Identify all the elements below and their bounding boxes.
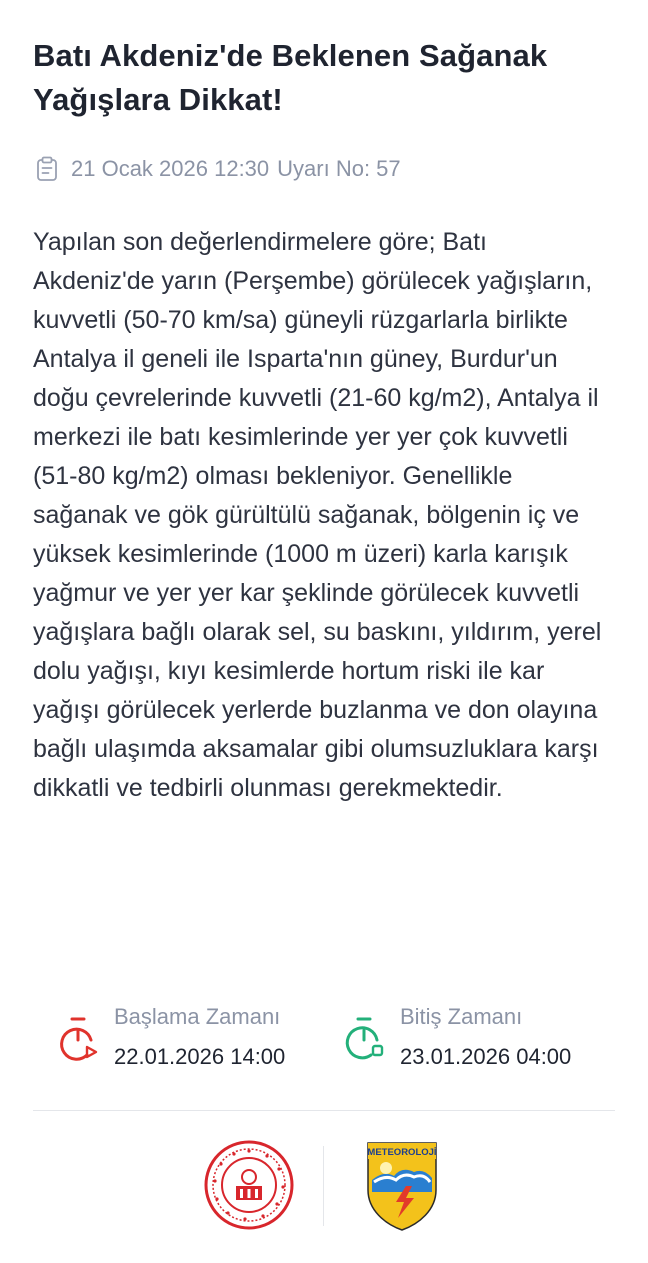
meteoroloji-logo-text: METEOROLOJİ (367, 1147, 437, 1158)
meteoroloji-logo (364, 1140, 440, 1232)
ministry-seal-logo (204, 1140, 294, 1230)
end-time-value: 23.01.2026 04:00 (400, 1044, 572, 1069)
clipboard-icon (33, 155, 61, 183)
section-divider (33, 1110, 615, 1111)
timer-start-icon (58, 1016, 100, 1062)
end-time-label: Bitiş Zamanı (400, 1004, 523, 1029)
warning-body: Yapılan son değerlendirmelere göre; Batı Akdeniz'de yarın (Perşembe) görülecek yağışların, kuvvetli (50-70 km/sa) güneyli rüzgarlarla birlikte Antalya il geneli ile Isparta'nın güney, Burdur'un doğu çevrelerinde kuvvetli (21-60 kg/m2), Antalya il merkezi ile batı kesimlerinde yer yer çok kuvvetli (51-80 kg/m2) olması bekleniyor. Genellikle sağanak ve gök gürültülü sağanak, bölgenin iç ve yüksek kesimlerinde (1000 m üzeri) karla karışık yağmur ve yer yer kar şeklinde görülecek kuvvetli yağışlara bağlı olarak sel, su baskını, yıldırım, yerel dolu yağışı, kıyı kesimlerde hortum riski ile kar yağışı görülecek yerlerde buzlanma ve don olayına bağlı ulaşımda aksamalar gibi olumsuzluklara karşı dikkatli ve tedbirli olunması gerekmektedir. (33, 228, 602, 802)
time-range (58, 1002, 628, 1072)
warning-meta (33, 155, 401, 183)
warning-title: Batı Akdeniz'de Beklenen Sağanak Yağışlara Dikkat! (33, 38, 548, 117)
end-time-block (344, 1002, 571, 1072)
start-time-block (58, 1002, 344, 1072)
start-time-value: 22.01.2026 14:00 (114, 1044, 286, 1069)
timer-end-icon (344, 1016, 386, 1062)
logos-row (200, 1140, 450, 1230)
warning-number: Uyarı No: 57 (277, 156, 401, 181)
start-time-label: Başlama Zamanı (114, 1004, 281, 1029)
warning-date: 21 Ocak 2026 12:30 (71, 156, 270, 181)
logo-separator (323, 1146, 324, 1226)
